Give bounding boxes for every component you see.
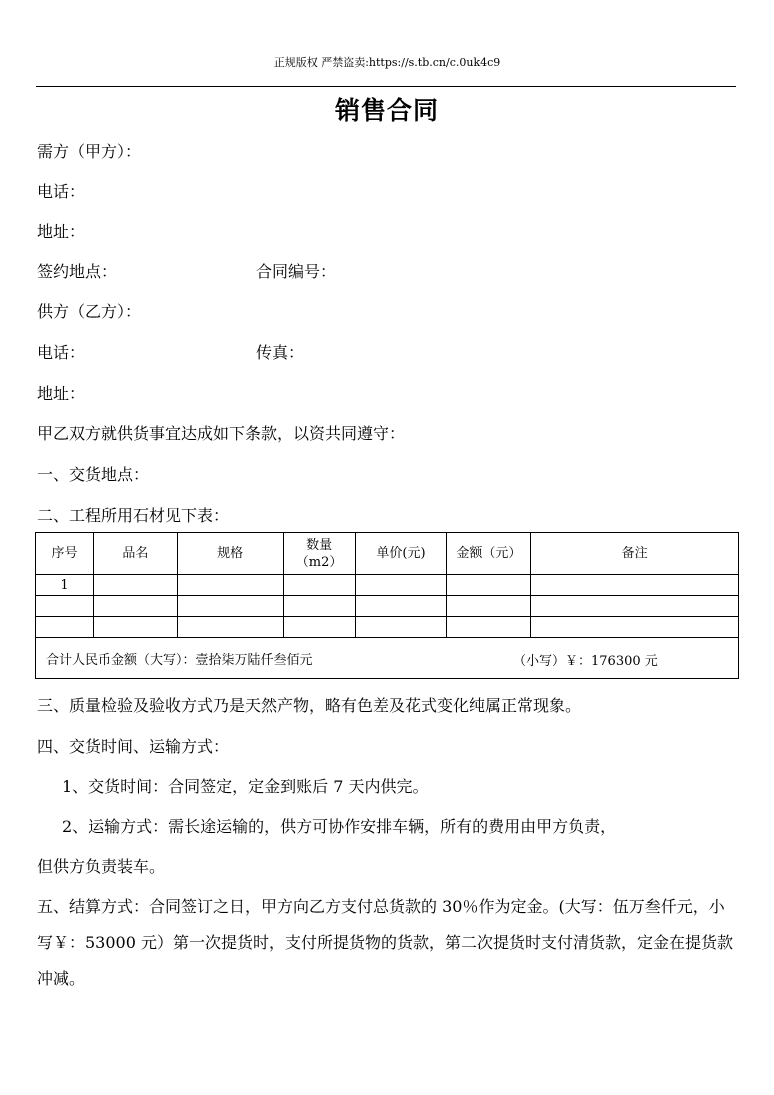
clause-transport: 2、运输方式：需长途运输的，供方可协作安排车辆，所有的费用由甲方负责， xyxy=(62,817,617,836)
cell-price xyxy=(355,617,447,638)
cell-name xyxy=(93,617,177,638)
header-remark: 备注 xyxy=(531,533,739,575)
cell-amount xyxy=(447,575,531,596)
header-qty: 数量 （m2） xyxy=(283,533,355,575)
cell-amount xyxy=(447,596,531,617)
seller-fax: 传真： xyxy=(256,343,305,362)
cell-name xyxy=(93,596,177,617)
header-name: 品名 xyxy=(93,533,177,575)
buyer-phone: 电话： xyxy=(37,182,86,201)
document-title: 销售合同 xyxy=(334,96,439,125)
clause-transport-cont: 但供方负责装车。 xyxy=(37,857,166,876)
clause-materials: 二、工程所用石材见下表： xyxy=(37,506,230,525)
clause-quality: 三、质量检验及验收方式乃是天然产物，略有色差及花式变化纯属正常现象。 xyxy=(37,696,582,715)
header-amount: 金额（元） xyxy=(447,533,531,575)
cell-qty xyxy=(283,617,355,638)
seller-address: 地址： xyxy=(37,384,86,403)
cell-remark xyxy=(531,617,739,638)
sign-place: 签约地点： xyxy=(37,262,118,281)
cell-qty xyxy=(283,575,355,596)
intro-text: 甲乙双方就供货事宜达成如下条款，以资共同遵守： xyxy=(37,424,406,443)
cell-amount xyxy=(447,617,531,638)
table-row xyxy=(36,596,739,617)
header-no: 序号 xyxy=(36,533,94,575)
seller-label: 供方（乙方）： xyxy=(37,302,142,321)
table-row xyxy=(36,575,739,596)
total-cell xyxy=(36,638,739,679)
total-lower: （小写）￥：176300 元 xyxy=(513,654,658,669)
cell-no: 1 xyxy=(36,575,94,596)
cell-qty xyxy=(283,596,355,617)
cell-price xyxy=(355,575,447,596)
seller-phone: 电话： xyxy=(37,343,86,362)
cell-no xyxy=(36,617,94,638)
contract-number: 合同编号： xyxy=(256,262,337,281)
cell-price xyxy=(355,596,447,617)
cell-remark xyxy=(531,575,739,596)
cell-spec xyxy=(177,617,283,638)
cell-name xyxy=(93,575,177,596)
cell-spec xyxy=(177,596,283,617)
header-spec: 规格 xyxy=(177,533,283,575)
clause-delivery-place: 一、交货地点： xyxy=(37,465,150,484)
clause-settlement: 五、结算方式：合同签订之日，甲方向乙方支付总货款的 30％作为定金。(大写：伍万叁仟元，小写￥：53000 元）第一次提货时，支付所提货物的货款，第二次提货时支付清货款，定金在提货款冲减。 xyxy=(37,897,733,988)
buyer-label: 需方（甲方）： xyxy=(37,142,142,161)
clause-delivery: 四、交货时间、运输方式： xyxy=(37,737,230,756)
header-divider xyxy=(36,86,736,87)
header-price: 单价(元) xyxy=(355,533,447,575)
cell-spec xyxy=(177,575,283,596)
buyer-address: 地址： xyxy=(37,222,86,241)
table-total-row xyxy=(36,638,739,679)
cell-no xyxy=(36,596,94,617)
materials-table xyxy=(35,532,739,679)
table-row xyxy=(36,617,739,638)
clause-delivery-time: 1、交货时间：合同签定，定金到账后 7 天内供完。 xyxy=(62,777,429,796)
total-upper: 合计人民币金额（大写）：壹拾柒万陆仟叁佰元 xyxy=(46,652,313,668)
header-note: 正规版权 严禁盗卖:https://s.tb.cn/c.0uk4c9 xyxy=(273,56,501,69)
table-header-row xyxy=(36,533,739,575)
cell-remark xyxy=(531,596,739,617)
